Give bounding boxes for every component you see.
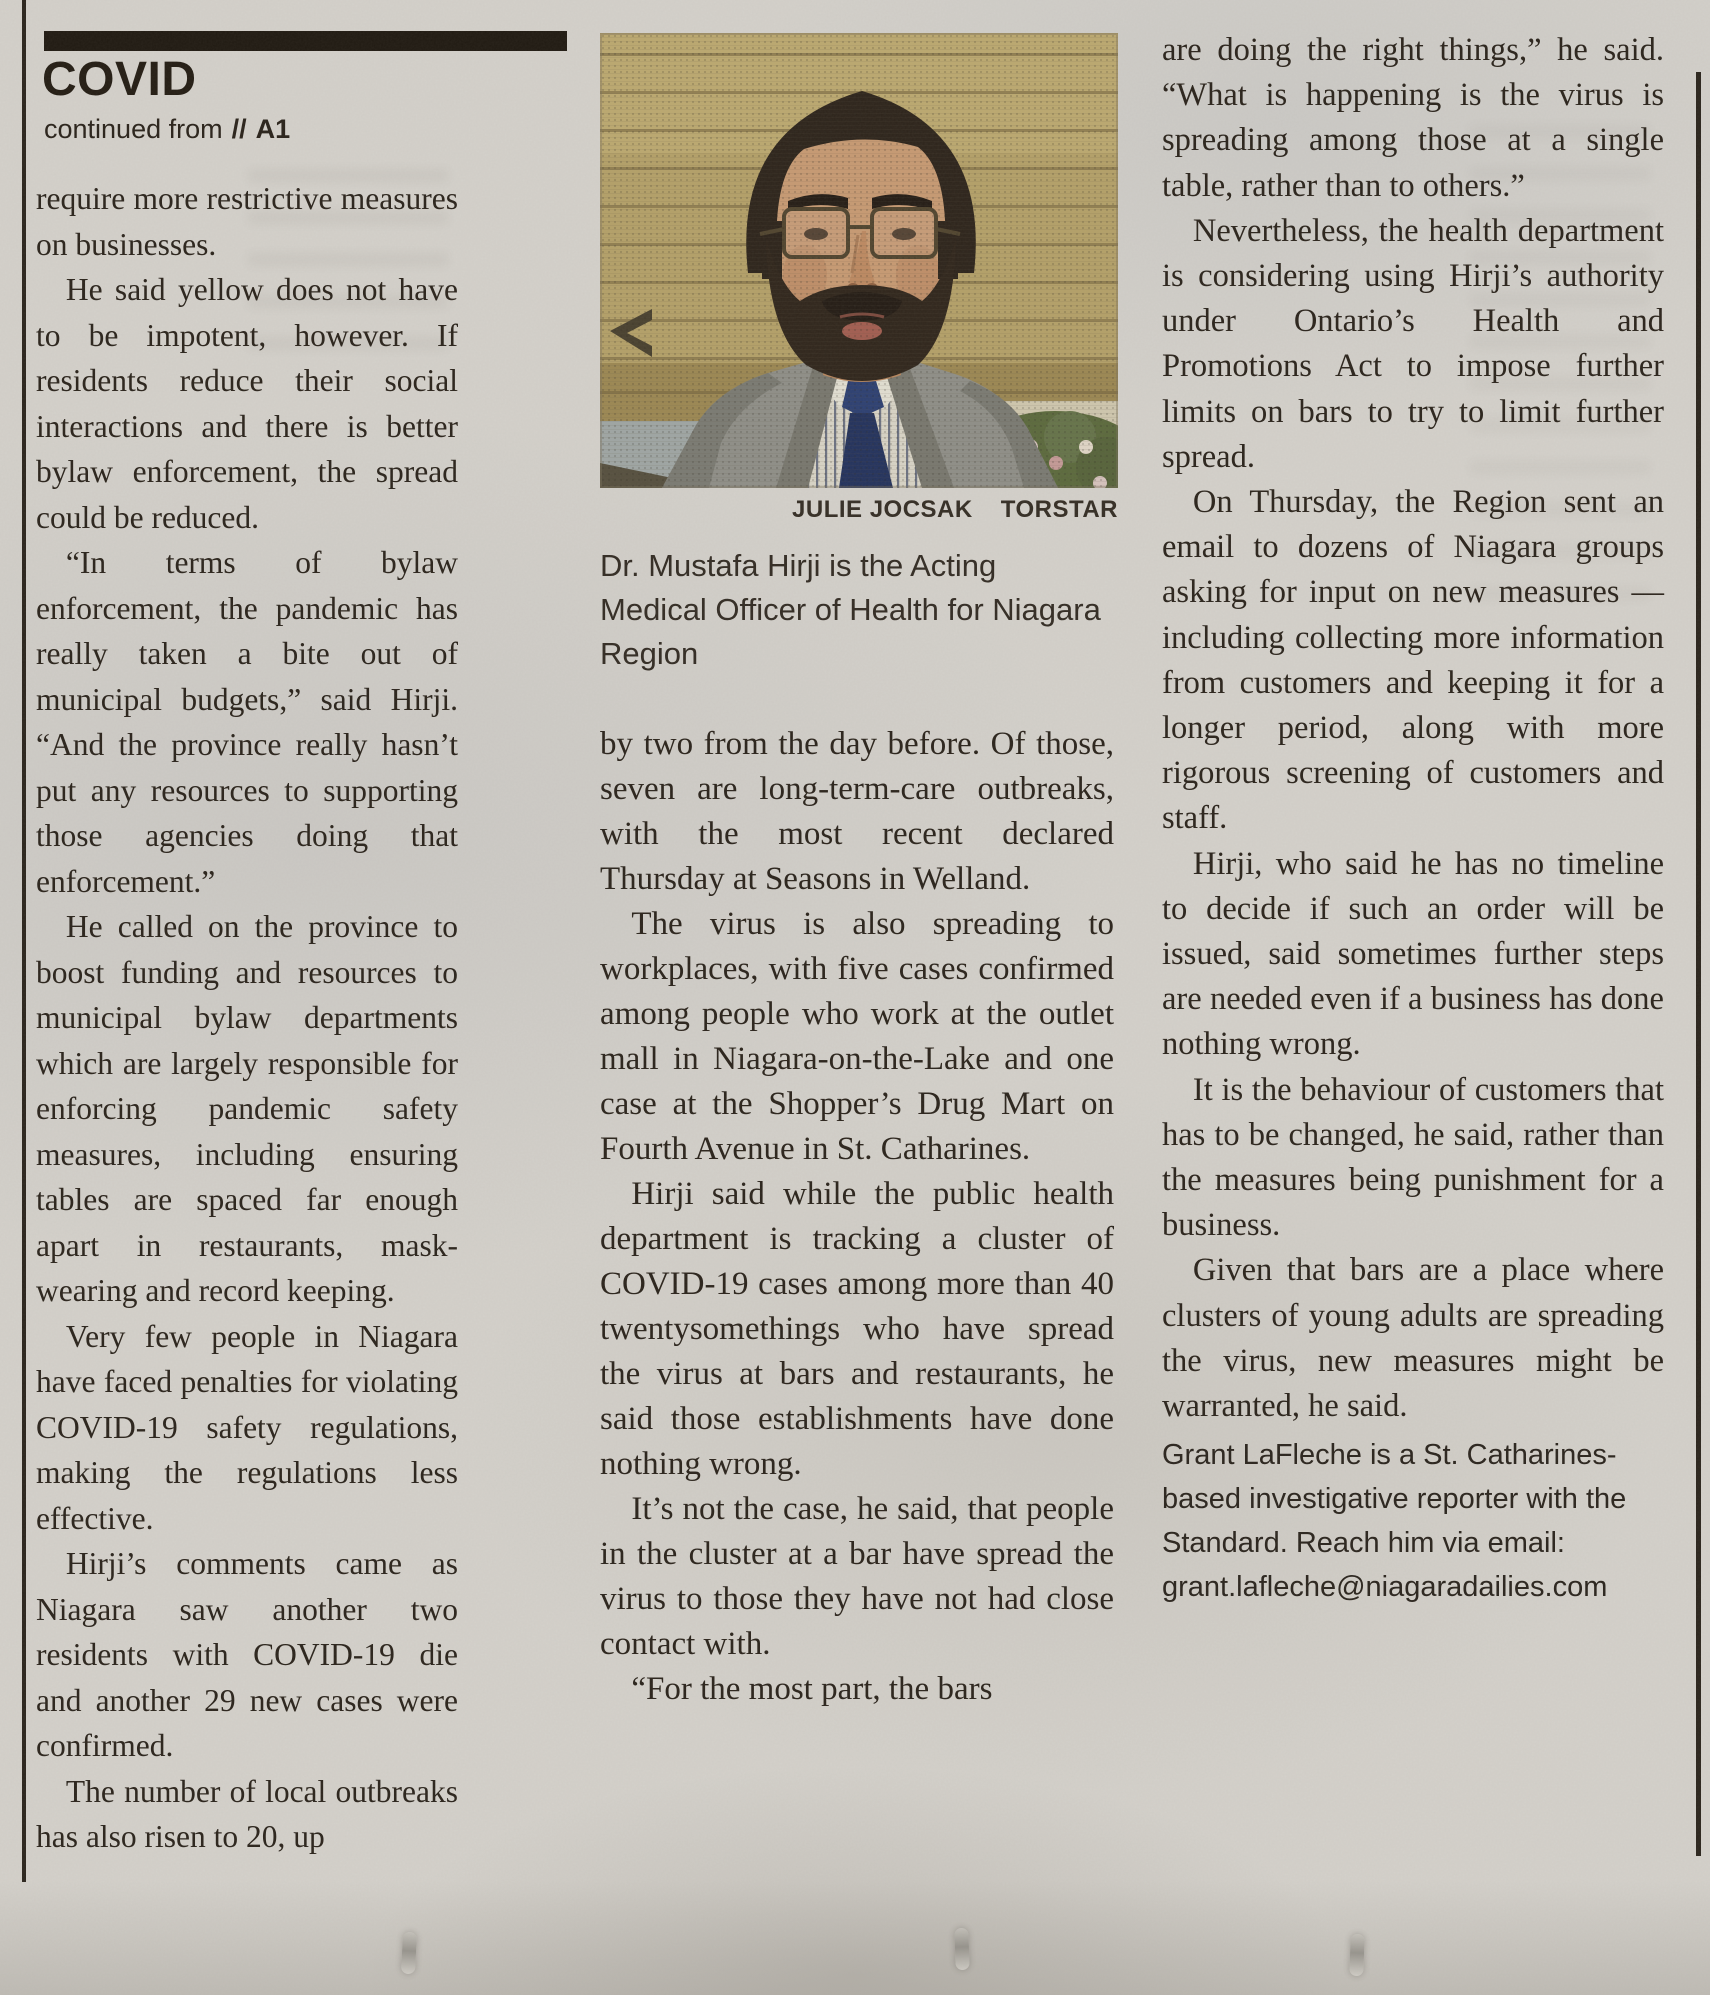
paragraph: He said yellow does not have to be impotent, however. If residents reduce their social interactions and there is better bylaw enforcement, the spread could be reduced. bbox=[36, 272, 458, 535]
paragraph: require more restrictive measures on businesses. bbox=[36, 181, 458, 262]
continued-mark: // bbox=[231, 114, 247, 144]
section-title: COVID bbox=[42, 53, 197, 106]
staple-mark bbox=[954, 1928, 969, 1970]
paragraph: The number of local outbreaks has also risen to 20, up bbox=[36, 1773, 458, 1854]
photo-caption: Dr. Mustafa Hirji is the Acting Medical Officer of Health for Niagara Region bbox=[600, 548, 1101, 671]
portrait-photo bbox=[600, 33, 1118, 488]
column-middle bbox=[600, 722, 1114, 1712]
column-right bbox=[1162, 28, 1664, 1609]
paragraph: Hirji said while the public health department is tracking a cluster of COVID-19 cases among more than 40 twentysomethings who have spread the virus at bars and restaurants, he said those establishments have done nothing wrong. bbox=[600, 1176, 1114, 1482]
paragraph: “In terms of bylaw enforcement, the pandemic has really taken a bite out of municipal budgets,” said Hirji. “And the province really hasn’t put any resources to supporting those agencies doing that enforcement.” bbox=[36, 545, 458, 899]
column-rule-right bbox=[1696, 72, 1701, 1856]
paragraph: It is the behaviour of customers that has to be changed, he said, rather than the measures being punishment for a business. bbox=[1162, 1071, 1664, 1244]
staple-mark bbox=[401, 1932, 417, 1975]
paragraph: It’s not the case, he said, that people in the cluster at a bar have spread the virus to those they have not had close contact with. bbox=[600, 1491, 1114, 1662]
paragraph: The virus is also spreading to workplaces, with five cases confirmed among people who work at the outlet mall in Niagara-on-the-Lake and one case at the Shopper’s Drug Mart on Fourth Avenue in St. Catharines. bbox=[600, 906, 1114, 1167]
continued-page-ref: A1 bbox=[255, 114, 291, 144]
column-rule-left bbox=[22, 0, 26, 1882]
column-left bbox=[36, 176, 458, 1860]
reporter-note: Grant LaFleche is a St. Catharines-based investigative reporter with the Standard. Reach him via email: grant.lafleche@niagaradailies.com bbox=[1162, 1439, 1627, 1604]
paragraph: Very few people in Niagara have faced penalties for violating COVID-19 safety regulations, making the regulations less effective. bbox=[36, 1318, 458, 1536]
photo-figure bbox=[600, 33, 1118, 676]
header-bar bbox=[44, 31, 567, 51]
paragraph: Given that bars are a place where clusters of young adults are spreading the virus, new measures might be warranted, he said. bbox=[1162, 1252, 1664, 1425]
photo-credit-photographer: JULIE JOCSAK bbox=[792, 496, 973, 523]
paragraph: by two from the day before. Of those, seven are long-term-care outbreaks, with the most recent declared Thursday at Seasons in Welland. bbox=[600, 726, 1114, 897]
photo-credit bbox=[600, 496, 1118, 524]
paragraph: He called on the province to boost funding and resources to municipal bylaw departments which are largely responsible for enforcing pandemic safety measures, including ensuring tables are spaced far enough apart in restaurants, mask-wearing and record keeping. bbox=[36, 909, 458, 1308]
photo-credit-agency: TORSTAR bbox=[1000, 496, 1118, 523]
continued-from-line bbox=[44, 114, 290, 145]
paragraph: Nevertheless, the health department is considering using Hirji’s authority under Ontario’s Health and Promotions Act to impose further limits on bars to try to limit further spread. bbox=[1162, 212, 1664, 475]
paragraph: Hirji, who said he has no timeline to decide if such an order will be issued, said sometimes further steps are needed even if a business has done nothing wrong. bbox=[1162, 845, 1664, 1063]
paragraph: “For the most part, the bars bbox=[631, 1671, 993, 1707]
paragraph: On Thursday, the Region sent an email to dozens of Niagara groups asking for input on new measures — including collecting more information from customers and keeping it for a longer period, along with more rigorous screening of customers and staff. bbox=[1162, 484, 1664, 837]
staple-mark bbox=[1349, 1934, 1364, 1976]
continued-prefix: continued from bbox=[44, 114, 223, 144]
scan-shadow bbox=[0, 1880, 1710, 1995]
paragraph: are doing the right things,” he said. “What is happening is the virus is spreading among those at a single table, rather than to others.” bbox=[1162, 32, 1664, 204]
paragraph: Hirji’s comments came as Niagara saw another two residents with COVID-19 die and another 29 new cases were confirmed. bbox=[36, 1546, 458, 1763]
photo-figcaption bbox=[600, 496, 1118, 676]
